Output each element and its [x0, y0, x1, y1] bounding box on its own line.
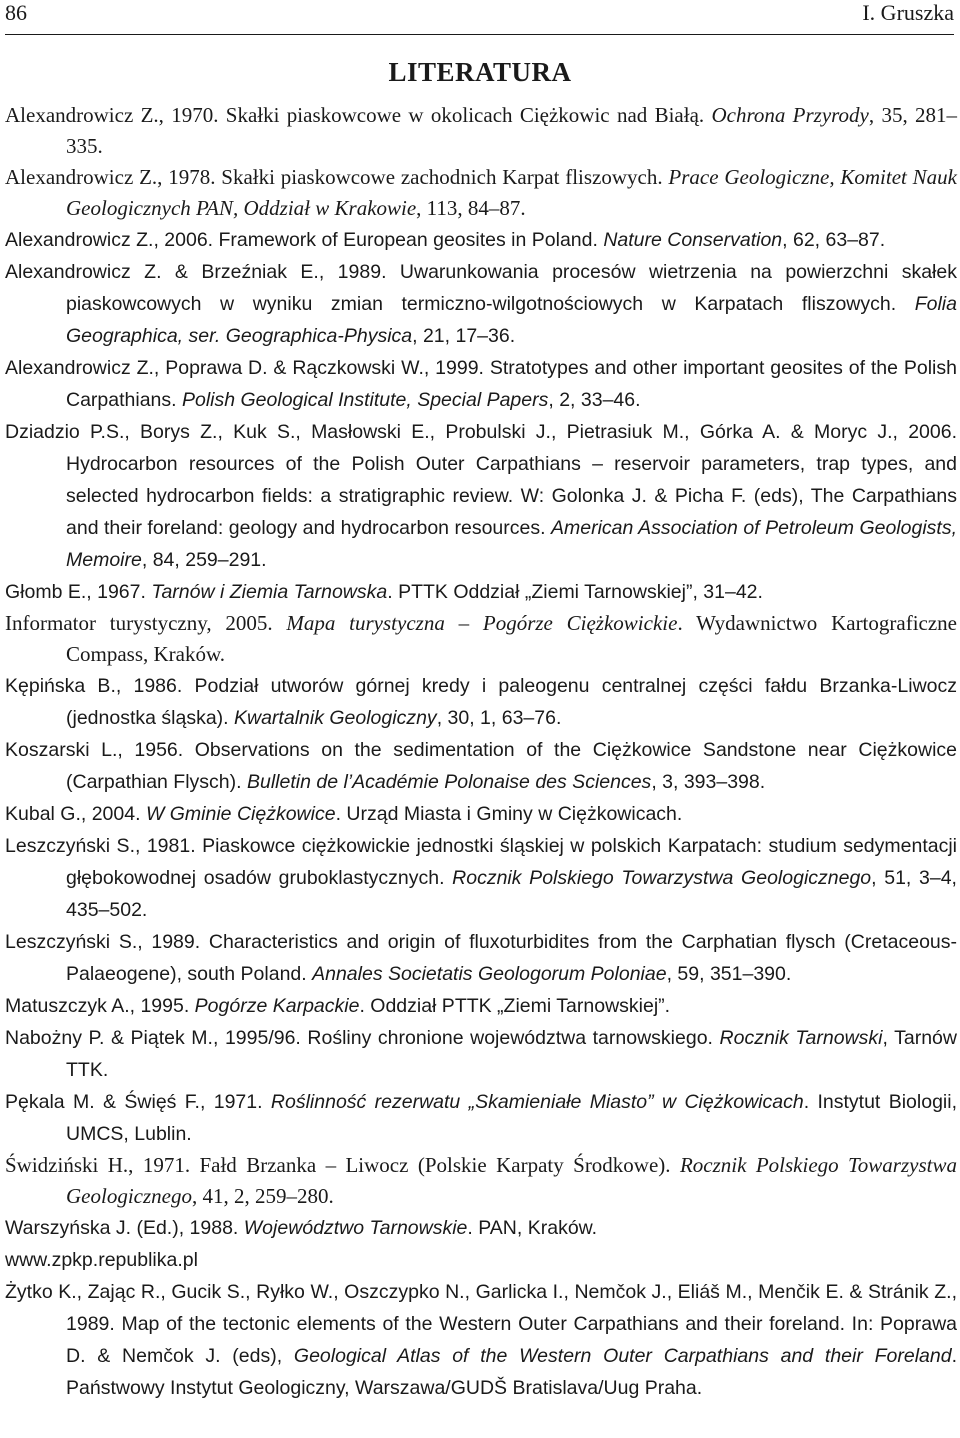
- reference-text: [5, 1153, 957, 1208]
- reference-segment: www.zpkp.republika.pl: [5, 1249, 198, 1271]
- reference-segment: , 3, 393–398.: [651, 771, 766, 793]
- reference-segment: , 2, 33–46.: [548, 389, 641, 411]
- reference-source-title: Polish Geological Institute, Special Papers: [181, 389, 549, 411]
- reference-segment: Matuszczyk A., 1995.: [5, 995, 195, 1017]
- reference-segment: Kubal G., 2004.: [5, 803, 146, 825]
- reference-segment: Nabożny P. & Piątek M., 1995/96. Rośliny chronione województwa tarnowskiego.: [5, 1027, 720, 1049]
- reference-segment: Leszczyński S., 1989. Characteristics and origin of fluxoturbidites from the Carphatian flysch (Cretaceous-Palaeogene), south Poland.: [5, 931, 957, 985]
- reference-segment: . Oddział PTTK „Ziemi Tarnowskiej”.: [359, 995, 671, 1017]
- reference-segment: . Instytut Biologii, UMCS, Lublin.: [66, 1091, 957, 1145]
- reference-source-title: Kwartalnik Geologiczny: [234, 707, 437, 729]
- reference-segment: . Urząd Miasta i Gminy w Ciężkowicach.: [335, 803, 683, 825]
- reference-segment: Alexandrowicz Z., 1978. Skałki piaskowcowe zachodnich Karpat fliszowych.: [5, 165, 669, 189]
- reference-text: [5, 1217, 597, 1239]
- reference-source-title: Ochrona Przyrody: [711, 103, 869, 127]
- reference-source-title: Bulletin de l’Académie Polonaise des Sciences: [246, 771, 652, 793]
- reference-text: [5, 995, 670, 1017]
- reference-entry: [5, 1276, 957, 1404]
- reference-entry: [5, 416, 957, 576]
- reference-text: [5, 261, 957, 347]
- reference-source-title: Roślinność rezerwatu „Skamieniałe Miasto” w Ciężkowicach: [270, 1091, 804, 1113]
- reference-text: [5, 581, 763, 603]
- running-head: [5, 0, 954, 30]
- reference-entry: [5, 100, 957, 162]
- reference-entry: [5, 734, 957, 798]
- reference-text: [5, 421, 957, 571]
- reference-segment: , 84, 259–291.: [141, 549, 267, 571]
- reference-segment: , 35, 281–335.: [66, 103, 958, 158]
- reference-text: [5, 165, 957, 220]
- reference-text: [5, 1091, 957, 1145]
- reference-segment: Pękala M. & Święś F., 1971.: [5, 1091, 271, 1113]
- reference-entry: [5, 990, 957, 1022]
- reference-text: [5, 1281, 957, 1399]
- page-number: 86: [5, 0, 27, 25]
- reference-entry: [5, 798, 957, 830]
- reference-segment: , 21, 17–36.: [412, 325, 516, 347]
- reference-entry: [5, 352, 957, 416]
- reference-segment: Świdziński H., 1971. Fałd Brzanka – Liwocz (Polskie Karpaty Środkowe).: [5, 1153, 680, 1177]
- reference-source-title: Annales Societatis Geologorum Poloniae: [312, 963, 667, 985]
- reference-text: [5, 803, 682, 825]
- running-head-author: I. Gruszka: [862, 0, 954, 25]
- reference-source-title: Nature Conservation: [603, 229, 783, 251]
- reference-segment: Alexandrowicz Z., Poprawa D. & Rączkowski W., 1999. Stratotypes and other important geosites of the Polish Carpathians.: [5, 357, 957, 411]
- reference-segment: , 113, 84–87.: [416, 196, 526, 220]
- reference-text: [5, 739, 957, 793]
- reference-source-title: Folia Geographica, ser. Geographica-Physica: [66, 293, 957, 347]
- reference-segment: . PAN, Kraków.: [467, 1217, 598, 1239]
- reference-text: [5, 931, 957, 985]
- reference-source-title: Tarnów i Ziemia Tarnowska: [151, 581, 388, 603]
- reference-entry: [5, 608, 957, 670]
- reference-source-title: Rocznik Polskiego Towarzystwa Geologicznego: [66, 1153, 957, 1208]
- reference-segment: Koszarski L., 1956. Observations on the sedimentation of the Ciężkowice Sandstone near Ciężkowice (Carpathian Flysch).: [5, 739, 957, 793]
- reference-segment: , 41, 2, 259–280.: [191, 1184, 334, 1208]
- reference-segment: Głomb E., 1967.: [5, 581, 152, 603]
- reference-source-title: Geological Atlas of the Western Outer Carpathians and their Foreland: [293, 1345, 952, 1367]
- reference-segment: , 51, 3–4, 435–502.: [66, 867, 957, 921]
- reference-segment: Warszyńska J. (Ed.), 1988.: [5, 1217, 244, 1239]
- reference-source-title: American Association of Petroleum Geologists, Memoire: [66, 517, 957, 571]
- section-title: LITERATURA: [388, 57, 572, 87]
- reference-text: [5, 357, 957, 411]
- reference-entry: [5, 1086, 957, 1150]
- reference-entry: [5, 162, 957, 224]
- reference-source-title: W Gminie Ciężkowice: [145, 803, 336, 825]
- reference-entry: [5, 830, 957, 926]
- reference-text: [5, 229, 885, 251]
- reference-text: [5, 1249, 198, 1271]
- reference-text: [5, 103, 957, 158]
- reference-source-title: Województwo Tarnowskie: [243, 1217, 468, 1239]
- reference-text: [5, 1027, 957, 1081]
- reference-text: [5, 611, 957, 666]
- reference-text: [5, 835, 957, 921]
- reference-segment: , Tarnów TTK.: [66, 1027, 957, 1081]
- reference-segment: Kępińska B., 1986. Podział utworów górnej kredy i paleogenu centralnej części fałdu Brzanka-Liwocz (jednostka śląska).: [5, 675, 957, 729]
- reference-segment: Leszczyński S., 1981. Piaskowce ciężkowickie jednostki śląskiej w polskich Karpatach: studium sedymentacji głębokowodnej osadów gruboklastycznych.: [5, 835, 957, 889]
- reference-segment: , 59, 351–390.: [666, 963, 792, 985]
- reference-segment: Alexandrowicz Z., 2006. Framework of European geosites in Poland.: [5, 229, 604, 251]
- reference-source-title: Prace Geologiczne, Komitet Nauk Geologicznych PAN, Oddział w Krakowie: [66, 165, 958, 220]
- reference-segment: , 30, 1, 63–76.: [436, 707, 562, 729]
- reference-text: [5, 675, 957, 729]
- reference-list: [5, 100, 957, 1404]
- reference-entry: [5, 1244, 957, 1276]
- reference-segment: Alexandrowicz Z., 1970. Skałki piaskowcowe w okolicach Ciężkowic nad Białą.: [5, 103, 712, 127]
- reference-entry: [5, 256, 957, 352]
- reference-segment: Informator turystyczny, 2005.: [5, 611, 287, 635]
- reference-entry: [5, 1022, 957, 1086]
- reference-entry: [5, 224, 957, 256]
- header-rule: [5, 34, 954, 35]
- reference-segment: . Państwowy Instytut Geologiczny, Warszawa/GUDŠ Bratislava/Uug Praha.: [66, 1345, 958, 1399]
- reference-entry: [5, 670, 957, 734]
- reference-entry: [5, 926, 957, 990]
- reference-segment: . Wydawnictwo Kartograficzne Compass, Kraków.: [66, 611, 957, 666]
- reference-entry: [5, 1150, 957, 1212]
- reference-segment: Alexandrowicz Z. & Brzeźniak E., 1989. Uwarunkowania procesów wietrzenia na powierzchni skałek piaskowcowych w wyniku zmian termiczno-wilgotnościowych w Karpatach fliszowych.: [5, 261, 957, 315]
- reference-entry: [5, 576, 957, 608]
- reference-source-title: Mapa turystyczna – Pogórze Ciężkowickie: [286, 611, 678, 635]
- reference-source-title: Pogórze Karpackie: [194, 995, 360, 1017]
- reference-segment: Żytko K., Zając R., Gucik S., Ryłko W., Oszczypko N., Garlicka I., Nemčok J., Eliáš M., Menčik E. & Stránik Z., 1989. Map of the tectonic elements of the Western Outer Carpathians and their foreland. In: Poprawa D. & Nemčok J. (eds),: [5, 1281, 957, 1367]
- reference-source-title: Rocznik Polskiego Towarzystwa Geologicznego: [452, 867, 872, 889]
- reference-segment: . PTTK Oddział „Ziemi Tarnowskiej”, 31–42.: [387, 581, 763, 603]
- reference-segment: Dziadzio P.S., Borys Z., Kuk S., Masłowski E., Probulski J., Pietrasiuk M., Górka A. & Moryc J., 2006. Hydrocarbon resources of the Polish Outer Carpathians – reservoir parameters, trap types, and selected hydrocarbon fields: a stratigraphic review. W: Golonka J. & Picha F. (eds), The Carpathians and their foreland: geology and hydrocarbon resources.: [5, 421, 957, 539]
- reference-segment: , 62, 63–87.: [782, 229, 886, 251]
- reference-source-title: Rocznik Tarnowski: [719, 1027, 883, 1049]
- reference-entry: [5, 1212, 957, 1244]
